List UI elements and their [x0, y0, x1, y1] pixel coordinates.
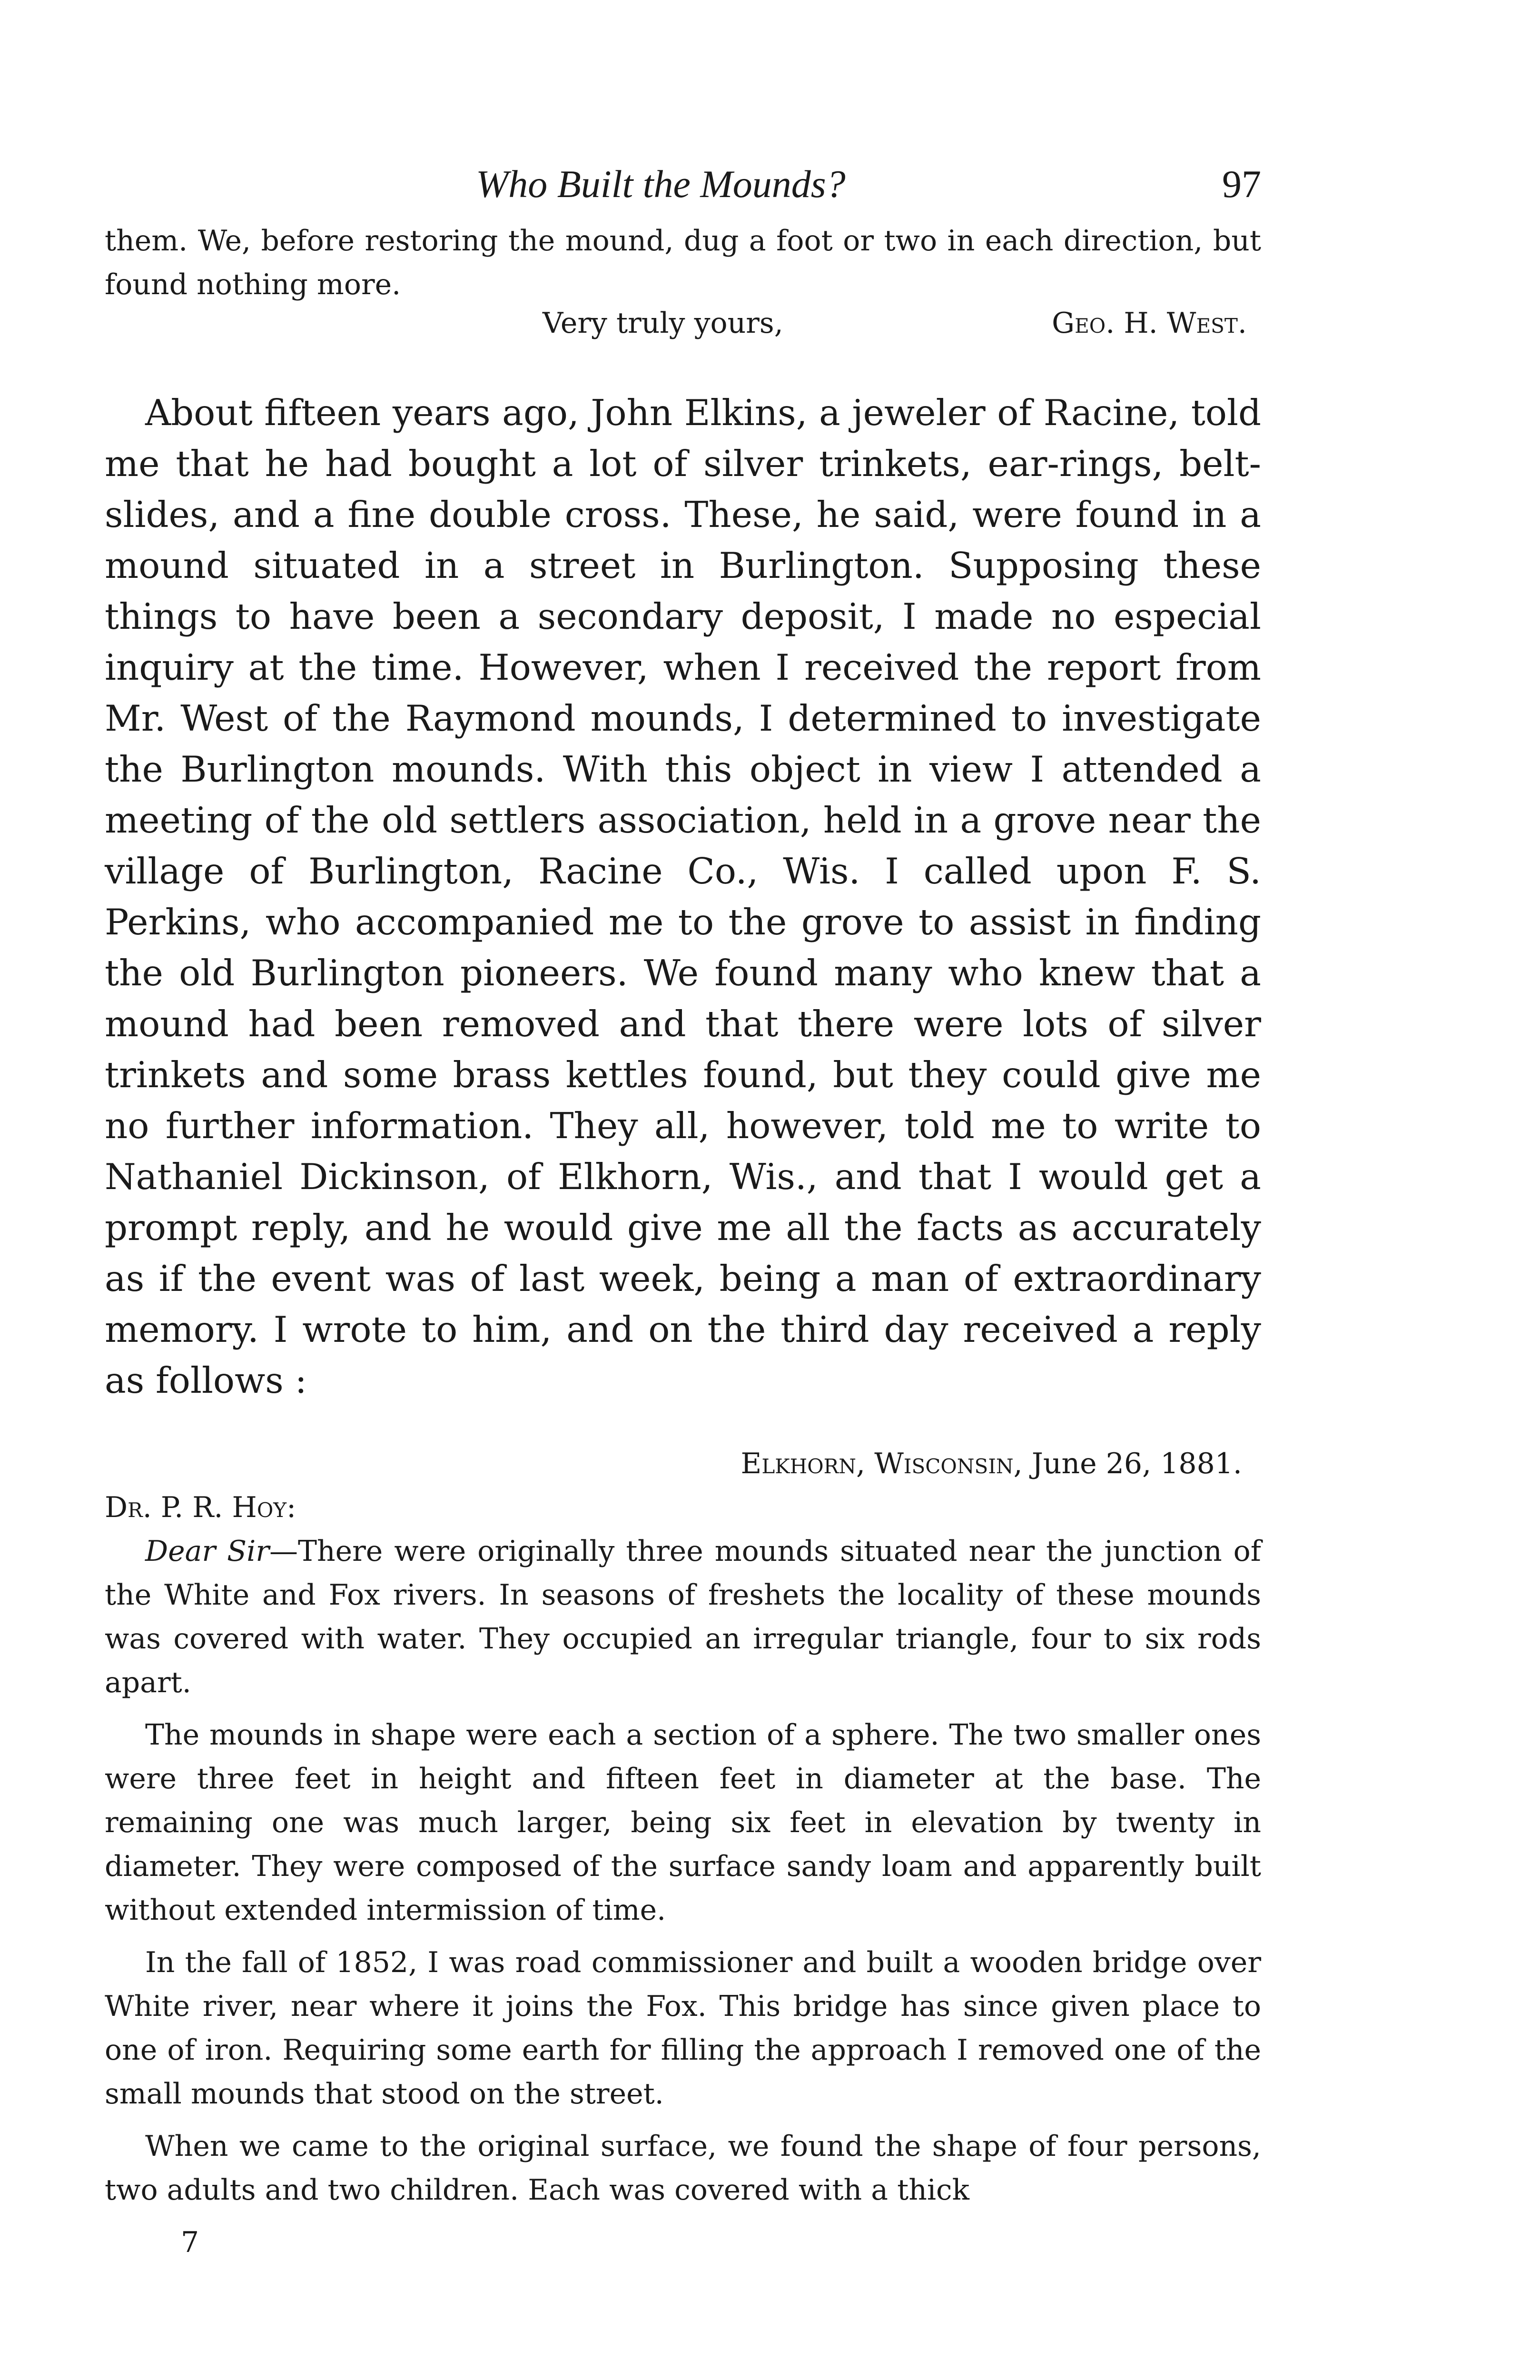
letter-place: Elkhorn, Wisconsin, — [740, 1447, 1023, 1480]
letter-paragraph: The mounds in shape were each a section of a sphere. The two smaller ones were three feet in height and fifteen feet in diameter at the base. The remaining one was much larger, being six feet in elevation by twenty in diameter. They were composed of the surface sandy loam and apparently built without extended intermission of time. — [105, 1718, 1261, 1927]
page-number: 97 — [1222, 162, 1261, 206]
letter-paragraph: When we came to the original surface, we found the shape of four persons, two adults and two children. Each was covered with a thick — [105, 2130, 1261, 2207]
letter-recipient: Dr. P. R. Hoy: — [105, 1491, 296, 1524]
book-page — [105, 162, 1261, 2264]
letter-signature: Geo. H. West. — [1052, 307, 1247, 340]
letter-salutation: Dear Sir — [145, 1535, 269, 1568]
letter-body — [105, 1529, 1261, 2212]
letter-closing — [105, 307, 1261, 359]
letter-continuation: them. We, before restoring the mound, dug a foot or two in each direction, but found nothing more. — [105, 224, 1261, 301]
running-title: Who Built the Mounds? — [476, 162, 846, 206]
letter-paragraph — [105, 1529, 1261, 1705]
printer-signature-mark: 7 — [181, 2226, 199, 2259]
letter-date: June 26, 1881. — [1031, 1447, 1242, 1480]
narrative-paragraph: About fifteen years ago, John Elkins, a jeweler of Racine, told me that he had bought a lot of silver trinkets, ear-rings, belt-slides, and a fine double cross. These, he said, were found in a mound situated in a street in Burlington. Supposing these things to have been a secondary deposit, I made no especial inquiry at the time. However, when I received the report from Mr. West of the Raymond mounds, I determined to investigate the Burlington mounds. With this object in view I attended a meeting of the old settlers association, held in a grove near the village of Burlington, Racine Co., Wis. I called upon F. S. Perkins, who accompanied me to the grove to assist in finding the old Burlington pioneers. We found many who knew that a mound had been removed and that there were lots of silver trinkets and some brass kettles found, but they could give me no further information. They all, however, told me to write to Nathaniel Dickinson, of Elkhorn, Wis., and that I would get a prompt reply, and he would give me all the facts as accurately as if the event was of last week, being a man of extraordinary memory. I wrote to him, and on the third day received a reply as follows : — [105, 392, 1261, 1401]
letter-paragraph-text: —There were originally three mounds situated near the junction of the White and Fox rivers. In seasons of freshets the locality of these mounds was covered with water. They occupied an irregular triangle, four to six rods apart. — [105, 1535, 1261, 1699]
page-header — [105, 162, 1261, 219]
closing-phrase: Very truly yours, — [543, 307, 783, 340]
letter-dateline — [105, 1442, 1261, 1486]
letter-paragraph: In the fall of 1852, I was road commissioner and built a wooden bridge over White river, near where it joins the Fox. This bridge has since given place to one of iron. Requiring some earth for filling the approach I removed one of the small mounds that stood on the street. — [105, 1946, 1261, 2111]
